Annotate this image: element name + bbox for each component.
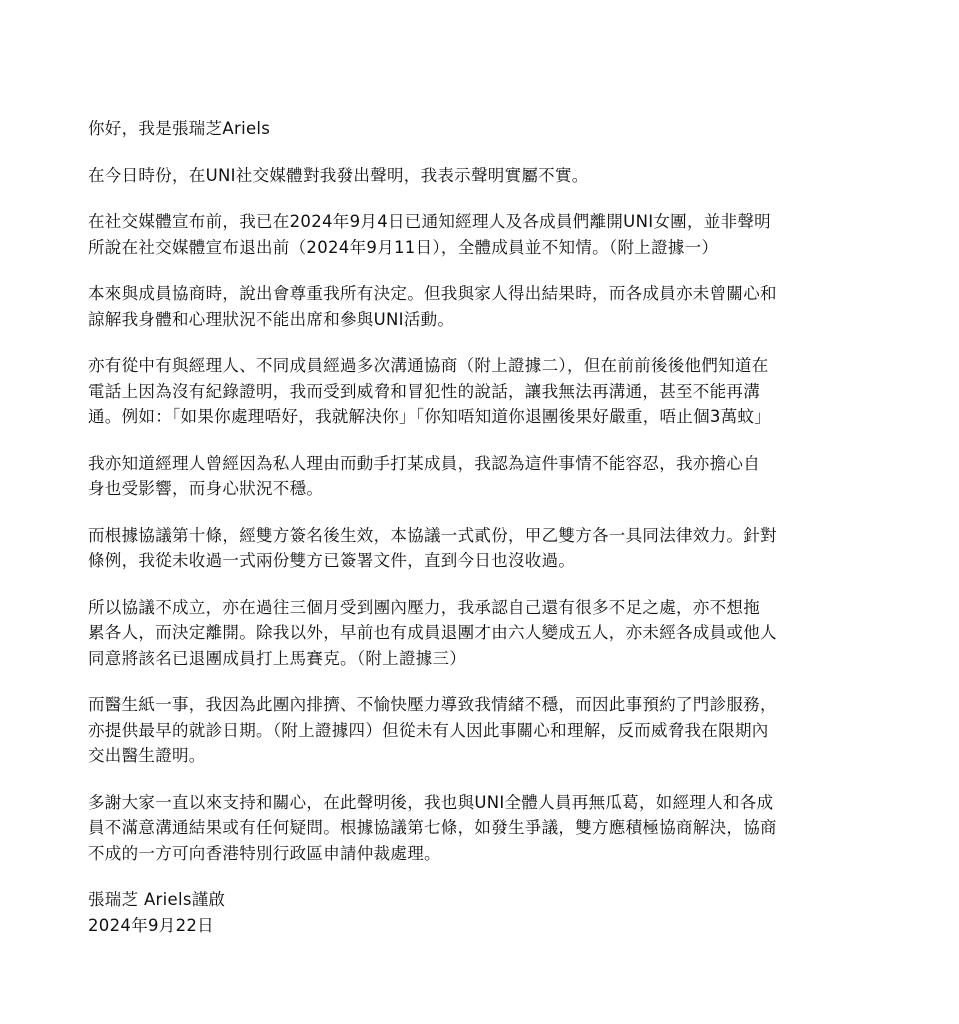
greeting xyxy=(88,116,888,142)
paragraph-3 xyxy=(88,281,888,332)
paragraph-line: 交出醫生證明。 xyxy=(88,746,206,765)
paragraph-line: 在社交媒體宣布前，我已在2024年9月4日已通知經理人及各成員們離開UNI女團，並非聲明 xyxy=(88,212,771,231)
paragraph-line: 亦提供最早的就診日期。（附上證據四）但從未有人因此事關心和理解，反而威脅我在限期內 xyxy=(88,720,769,740)
paragraph-line: 電話上因為沒有紀錄證明，我而受到威脅和冒犯性的說話，讓我無法再溝通，甚至不能再溝 xyxy=(88,381,760,401)
paragraph-line: 員不滿意溝通結果或有任何疑問。根據協議第七條，如發生爭議，雙方應積極協商解決，協商 xyxy=(88,818,777,837)
paragraph-line: 而醫生紙一事，我因為此團內排擠、不愉快壓力導致我情緒不穩，而因此事預約了門診服務， xyxy=(88,695,777,714)
paragraph-line: 通。例如：「如果你處理唔好，我就解決你」「你知唔知道你退團後果好嚴重，唔止個3萬蚊」 xyxy=(88,407,772,426)
paragraph-7 xyxy=(88,595,888,672)
paragraph-8 xyxy=(88,692,888,769)
statement-letter xyxy=(88,116,888,959)
paragraph-line: 條例，我從未收過一式兩份雙方已簽署文件，直到今日也沒收過。 xyxy=(88,551,576,570)
paragraph-line: 所說在社交媒體宣布退出前（2024年9月11日），全體成員並不知情。（附上證據一） xyxy=(88,237,719,257)
paragraph-line: 亦有從中有與經理人、不同成員經過多次溝通協商（附上證據二），但在前前後後他們知道在 xyxy=(88,356,769,375)
signature-block xyxy=(88,887,888,938)
signature-date: 2024年9月22日 xyxy=(88,915,214,935)
signature-name: 張瑞芝 Ariels謹啟 xyxy=(88,890,226,909)
paragraph-2 xyxy=(88,209,888,260)
paragraph-5 xyxy=(88,451,888,502)
paragraph-line: 我亦知道經理人曾經因為私人理由而動手打某成員，我認為這件事情不能容忍，我亦擔心自 xyxy=(88,453,760,473)
paragraph-line: 諒解我身體和心理狀況不能出席和參與UNI活動。 xyxy=(88,309,455,329)
paragraph-line: 所以協議不成立，亦在過往三個月受到團內壓力，我承認自己還有很多不足之處，亦不想拖 xyxy=(88,597,760,617)
paragraph-4 xyxy=(88,353,888,430)
paragraph-line: 身也受影響，而身心狀況不穩。 xyxy=(88,479,324,498)
paragraph-9 xyxy=(88,790,888,867)
paragraph-line: 而根據協議第十條，經雙方簽名後生效，本協議一式貳份，甲乙雙方各一具同法律效力。針對 xyxy=(88,525,777,545)
paragraph-line: 同意將該名已退團成員打上馬賽克。（附上證據三） xyxy=(88,648,467,668)
paragraph-line: 多謝大家一直以來支持和關心，在此聲明後，我也與UNI全體人員再無瓜葛，如經理人和各成 xyxy=(88,792,774,812)
paragraph-line: 累各人，而決定離開。除我以外，早前也有成員退團才由六人變成五人，亦未經各成員或他人 xyxy=(88,623,777,642)
paragraph-line: 在今日時份，在UNI社交媒體對我發出聲明，我表示聲明實屬不實。 xyxy=(88,165,589,185)
greeting-line: 你好，我是張瑞芝Ariels xyxy=(88,119,271,138)
paragraph-line: 不成的一方可向香港特別行政區申請仲裁處理。 xyxy=(88,843,441,863)
paragraph-1 xyxy=(88,163,888,189)
paragraph-line: 本來與成員協商時，說出會尊重我所有決定。但我與家人得出結果時，而各成員亦未曾關心和 xyxy=(88,284,777,303)
paragraph-6 xyxy=(88,523,888,574)
